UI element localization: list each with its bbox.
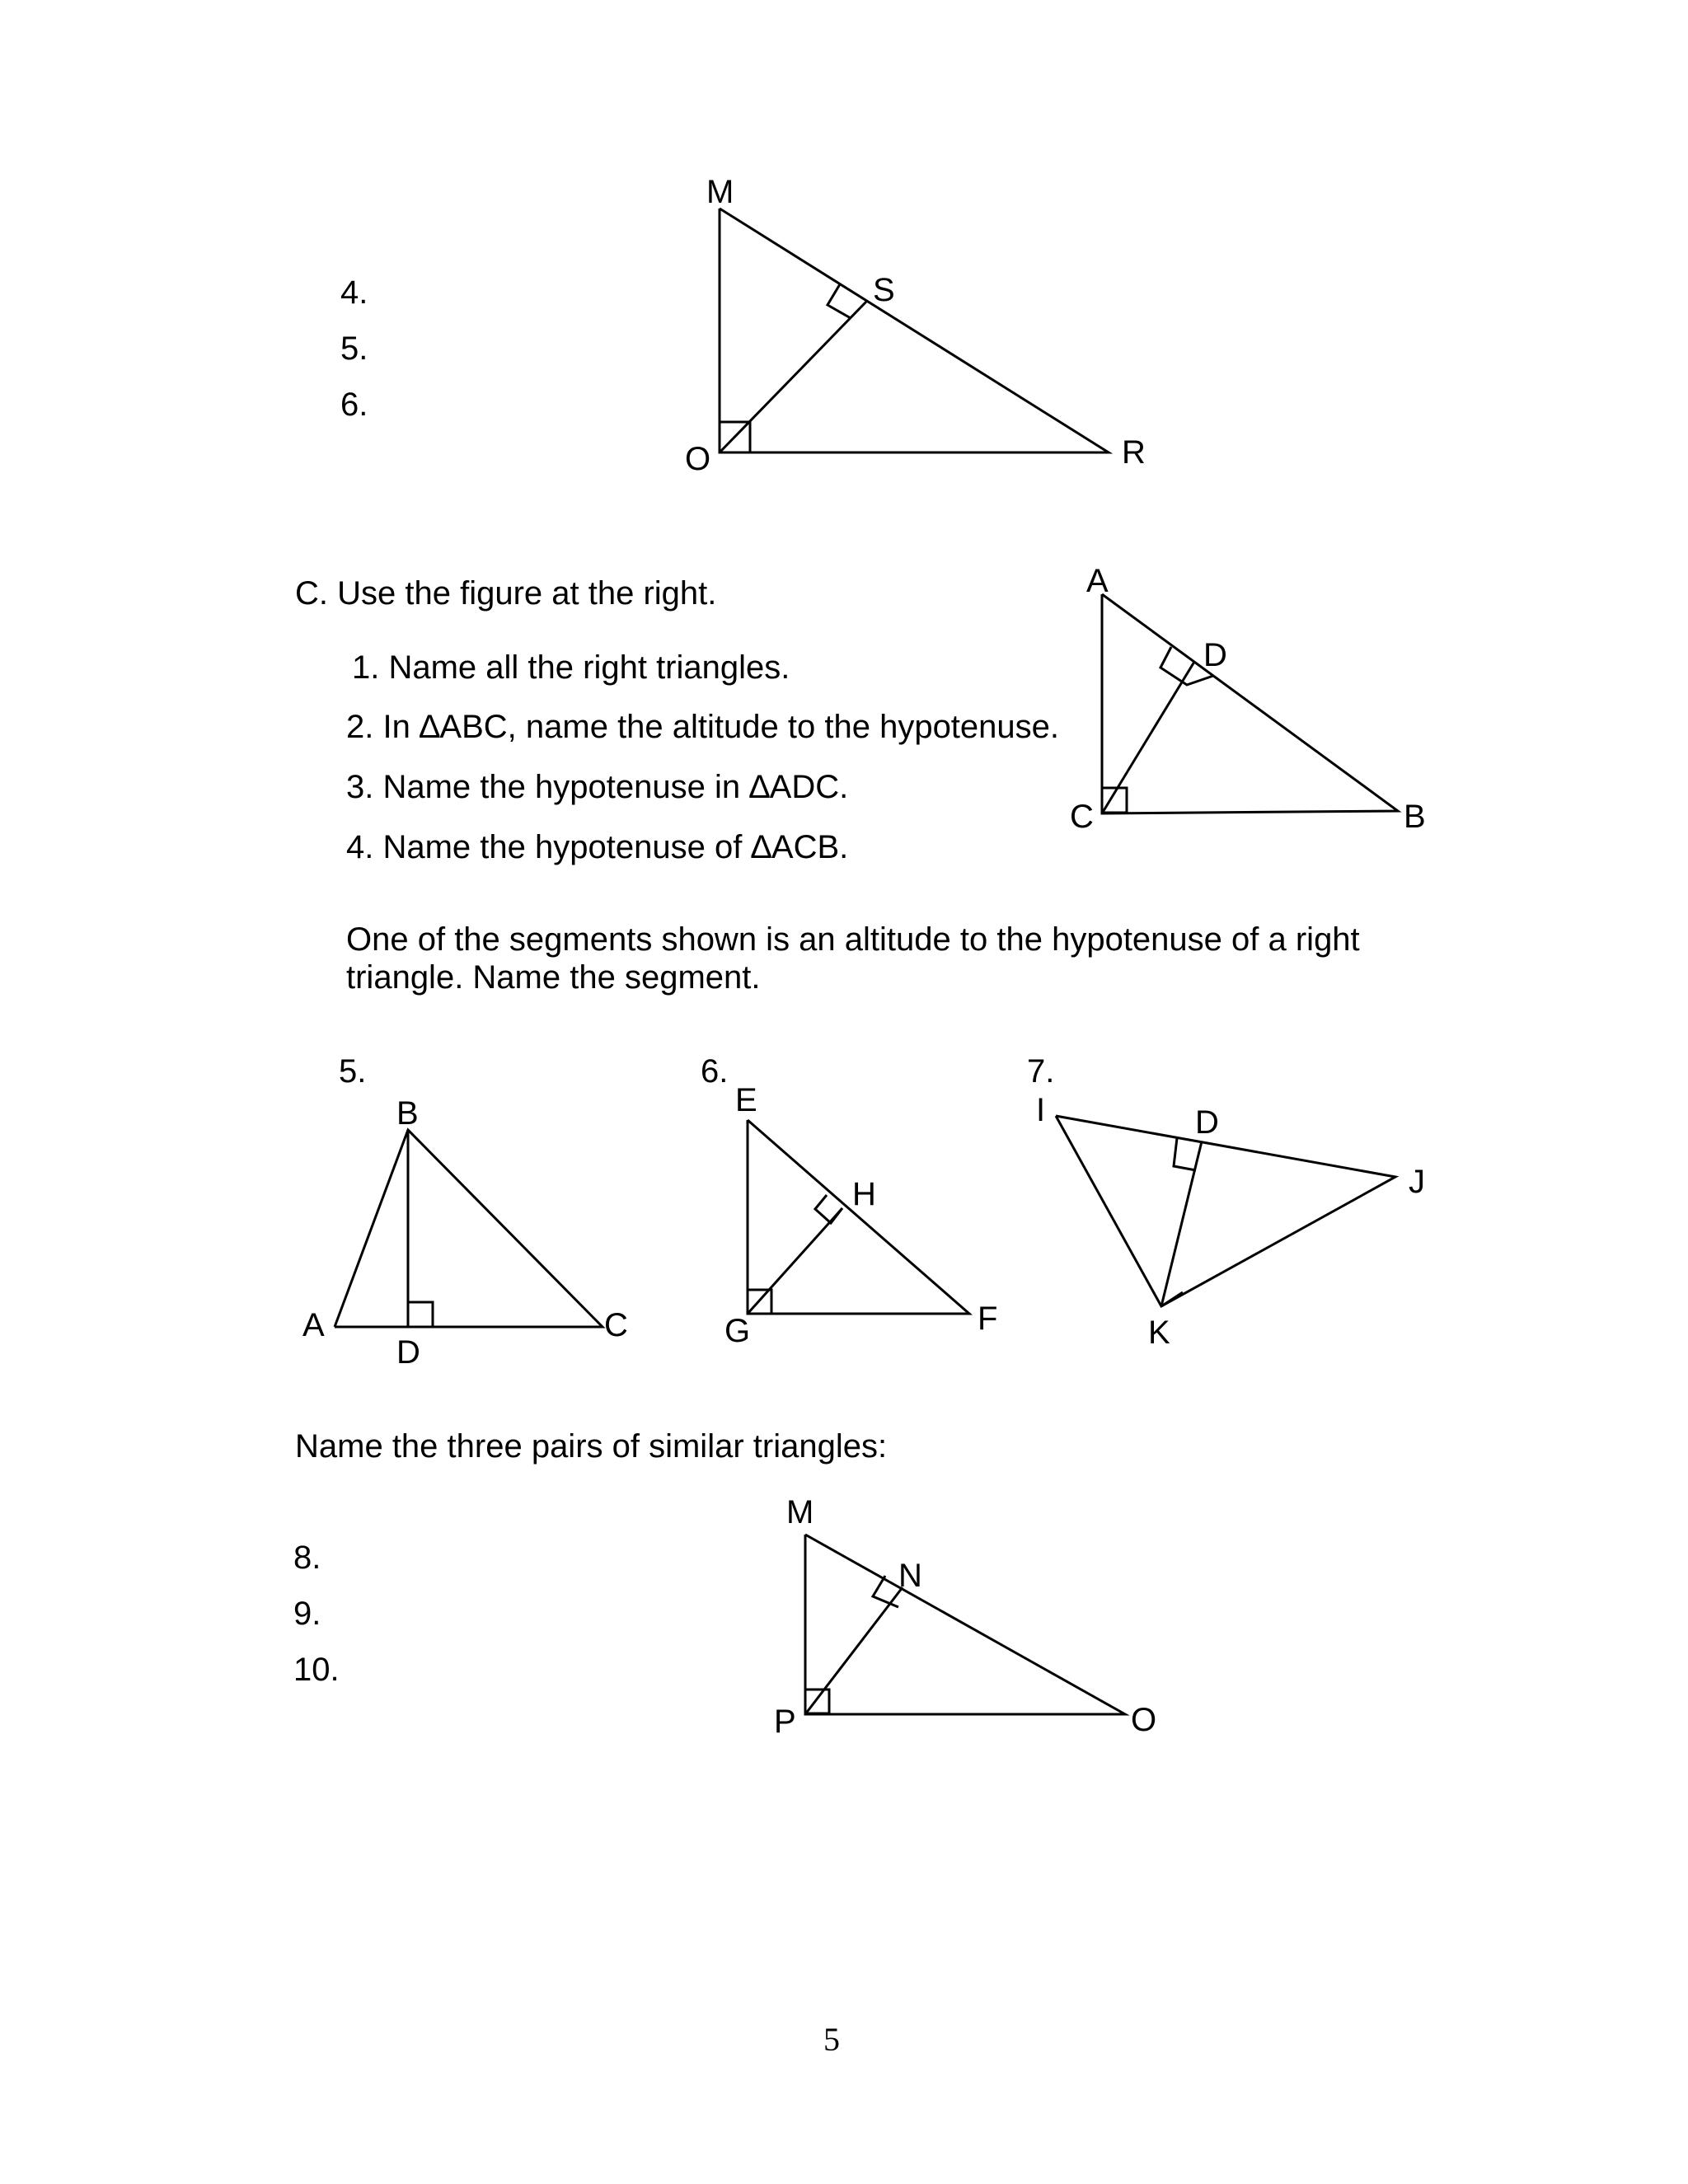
label-c: C — [1070, 799, 1094, 835]
label-m: M — [706, 174, 734, 210]
item-number-6: 6. — [340, 387, 368, 423]
altitude-instruction-line2: triangle. Name the segment. — [346, 959, 761, 996]
question-c2: 2. In ∆ABC, name the altitude to the hypotenuse. — [346, 709, 1060, 745]
triangle-ijk — [1056, 1116, 1395, 1306]
label-b5: B — [396, 1095, 419, 1132]
label-r: R — [1122, 434, 1146, 471]
problem-6-figure — [724, 1082, 997, 1349]
label-n: N — [898, 1558, 922, 1594]
similar-triangles-heading: Name the three pairs of similar triangles: — [295, 1428, 888, 1465]
section-c-heading: C. Use the figure at the right. — [295, 575, 717, 612]
item-number-10: 10. — [293, 1652, 340, 1688]
label-c5: C — [604, 1307, 628, 1343]
problem-7-figure — [1036, 1092, 1425, 1351]
label-d7: D — [1195, 1104, 1219, 1141]
label-h: H — [852, 1176, 876, 1212]
altitude-pn — [805, 1587, 903, 1714]
label-d5: D — [396, 1334, 420, 1371]
item-number-9: 9. — [293, 1596, 321, 1632]
triangle-mpo — [805, 1535, 1125, 1714]
label-b: B — [1404, 799, 1426, 835]
question-c3: 3. Name the hypotenuse in ∆ADC. — [346, 769, 849, 805]
label-k: K — [1148, 1315, 1170, 1351]
question-c1: 1. Name all the right triangles. — [352, 649, 790, 686]
item-number-8: 8. — [293, 1540, 321, 1576]
label-f: F — [978, 1301, 998, 1337]
problem-5-figure — [302, 1095, 628, 1371]
problem-number-5: 5. — [339, 1053, 367, 1090]
triangle-abc — [1102, 594, 1398, 813]
label-e: E — [735, 1082, 757, 1118]
label-m3: M — [786, 1494, 814, 1530]
label-g: G — [724, 1313, 751, 1349]
label-a: A — [1086, 563, 1109, 599]
label-a5: A — [302, 1307, 325, 1343]
right-angle-mark-d7 — [1174, 1138, 1196, 1170]
segment-dk — [1161, 1141, 1202, 1306]
label-p: P — [774, 1704, 796, 1740]
item-number-4: 4. — [340, 274, 368, 311]
label-j: J — [1409, 1164, 1425, 1200]
segment-gh — [748, 1208, 842, 1314]
altitude-instruction-line1: One of the segments shown is an altitude to the hypotenuse of a right — [346, 921, 1360, 958]
page-number: 5 — [823, 2021, 840, 2058]
problem-number-6: 6. — [701, 1053, 729, 1090]
label-d: D — [1203, 637, 1227, 673]
triangle-abc-figure — [1070, 563, 1426, 835]
triangle-efg — [748, 1120, 969, 1314]
label-o: O — [685, 441, 711, 477]
item-number-5: 5. — [340, 330, 368, 367]
label-s: S — [873, 272, 895, 308]
triangle-abc-5 — [335, 1130, 603, 1327]
right-angle-mark-d5 — [408, 1302, 433, 1327]
triangle-mor — [720, 209, 1109, 452]
altitude-cd — [1102, 662, 1194, 813]
label-o3: O — [1131, 1702, 1157, 1738]
label-i: I — [1036, 1092, 1046, 1128]
problem-number-7: 7. — [1027, 1053, 1055, 1090]
altitude-os — [720, 301, 867, 452]
triangle-mor-figure — [685, 174, 1146, 477]
triangle-mpo-figure — [774, 1494, 1156, 1740]
question-c4: 4. Name the hypotenuse of ∆ACB. — [346, 829, 849, 865]
